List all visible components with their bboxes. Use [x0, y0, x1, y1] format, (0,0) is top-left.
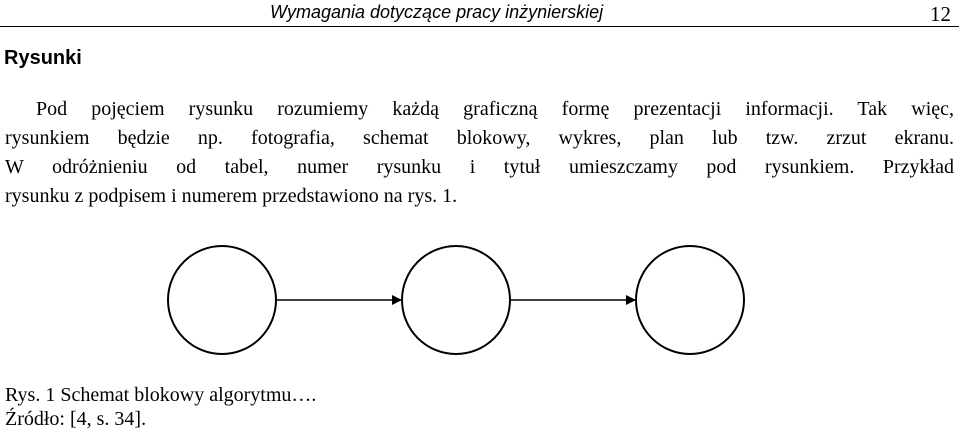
flowchart-node-1 [168, 246, 276, 354]
body-paragraph [5, 95, 954, 211]
flowchart-node-3 [636, 246, 744, 354]
paragraph-line-3: W odróżnieniu od tabel, numer rysunku i tytuł umieszczamy pod rysunkiem. Przykład [5, 156, 954, 178]
page-header [0, 0, 959, 28]
flowchart-figure [0, 240, 959, 380]
flowchart-node-2 [402, 246, 510, 354]
paragraph-line-4: rysunku z podpisem i numerem przedstawiono na rys. 1. [5, 185, 458, 207]
header-rule [0, 26, 959, 27]
paragraph-line-2: rysunkiem będzie np. fotografia, schemat blokowy, wykres, plan lub tzw. zrzut ekranu. [5, 127, 954, 149]
figure-source: Źródło: [4, s. 34]. [5, 408, 147, 430]
page-number: 12 [930, 2, 951, 26]
paragraph-line-1: Pod pojęciem rysunku rozumiemy każdą graficzną formę prezentacji informacji. Tak więc, [36, 98, 954, 120]
header-title: Wymagania dotyczące pracy inżynierskiej [270, 2, 604, 22]
section-heading: Rysunki [4, 47, 82, 69]
figure-caption: Rys. 1 Schemat blokowy algorytmu…. [5, 384, 317, 406]
